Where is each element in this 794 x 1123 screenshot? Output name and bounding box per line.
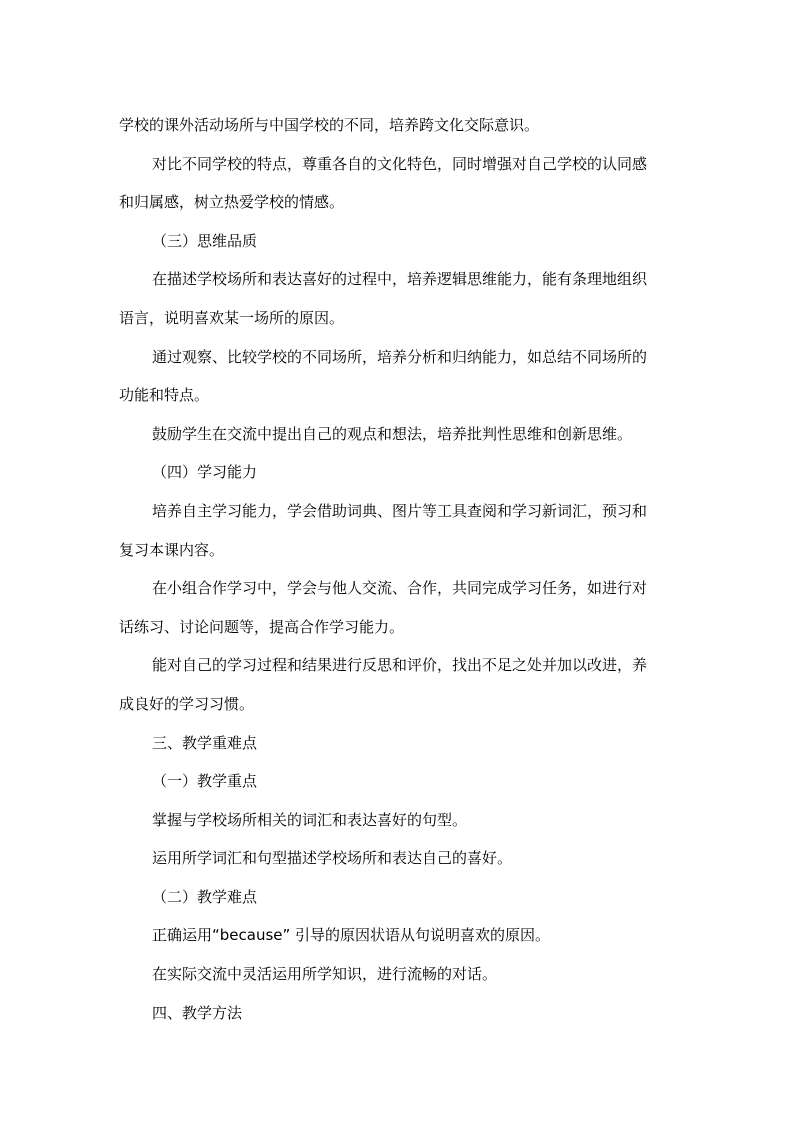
text-line: 话练习、讨论问题等，提高合作学习能力。 — [119, 617, 405, 636]
text-line: 鼓励学生在交流中提出自己的观点和想法，培养批判性思维和创新思维。 — [152, 424, 633, 443]
section-heading: 三、教学重难点 — [152, 733, 258, 752]
text-line: 功能和特点。 — [119, 386, 210, 405]
text-line: 在小组合作学习中，学会与他人交流、合作，共同完成学习任务，如进行对 — [152, 579, 648, 598]
text-line: 对比不同学校的特点，尊重各自的文化特色，同时增强对自己学校的认同感 — [152, 154, 648, 173]
text-line: 在实际交流中灵活运用所学知识，进行流畅的对话。 — [152, 965, 498, 984]
text-line: 掌握与学校场所相关的词汇和表达喜好的句型。 — [152, 810, 468, 829]
text-line: 成良好的学习习惯。 — [119, 694, 255, 713]
text-line: 培养自主学习能力，学会借助词典、图片等工具查阅和学习新词汇，预习和 — [152, 501, 648, 520]
text-line: 在描述学校场所和表达喜好的过程中，培养逻辑思维能力，能有条理地组织 — [152, 270, 648, 289]
section-heading: （四）学习能力 — [152, 463, 258, 482]
text-line: 复习本课内容。 — [119, 540, 225, 559]
section-heading: 四、教学方法 — [152, 1003, 243, 1022]
text-line: 学校的课外活动场所与中国学校的不同，培养跨文化交际意识。 — [119, 116, 540, 134]
text-line: 通过观察、比较学校的不同场所，培养分析和归纳能力，如总结不同场所的 — [152, 347, 648, 366]
text-line: 运用所学词汇和句型描述学校场所和表达自己的喜好。 — [152, 849, 513, 868]
text-line: 正确运用“because” 引导的原因状语从句说明喜欢的原因。 — [152, 926, 551, 945]
subsection-heading: （一）教学重点 — [152, 772, 258, 791]
text-line: 能对自己的学习过程和结果进行反思和评价，找出不足之处并加以改进，养 — [152, 656, 648, 675]
subsection-heading: （二）教学难点 — [152, 887, 258, 906]
text-line: 语言，说明喜欢某一场所的原因。 — [119, 308, 345, 327]
document-body — [119, 106, 679, 1032]
text-line: 和归属感，树立热爱学校的情感。 — [119, 193, 345, 212]
section-heading: （三）思维品质 — [152, 231, 258, 250]
